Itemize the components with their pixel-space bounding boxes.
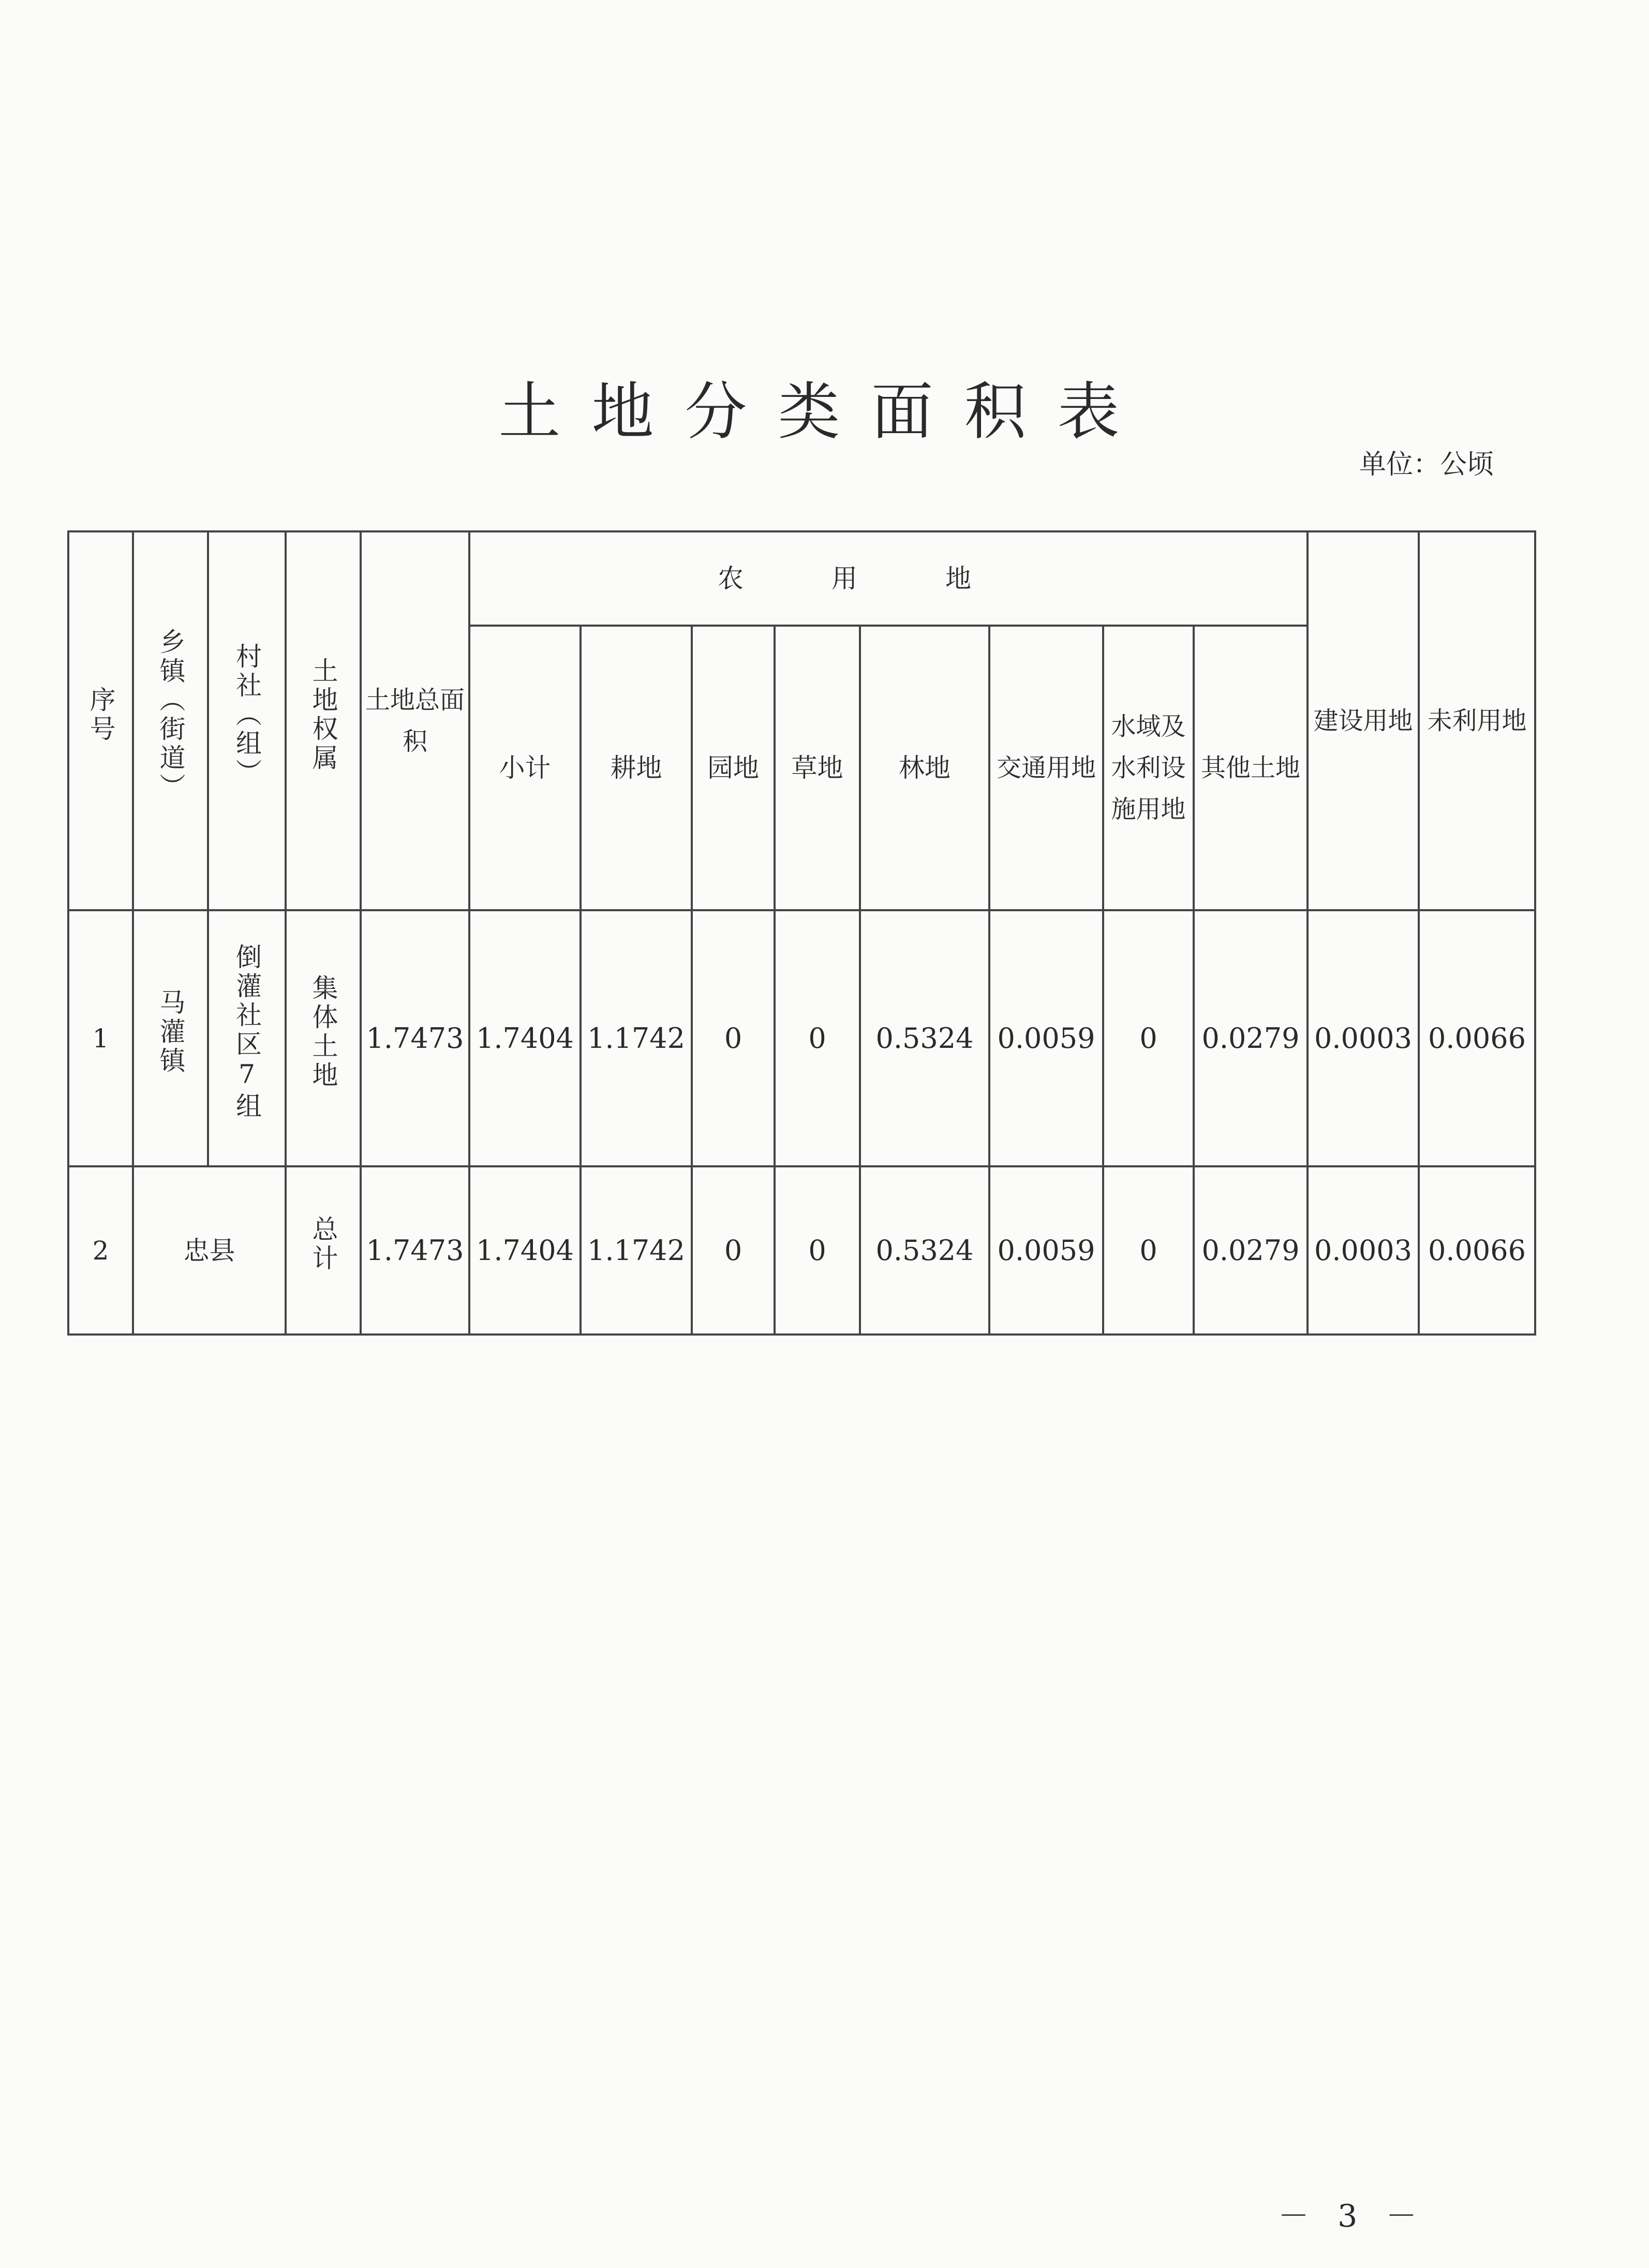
cell-grass: 0 [775, 910, 860, 1166]
table-row [68, 910, 1535, 1166]
cell-garden: 0 [692, 910, 775, 1166]
land-classification-table [67, 530, 1536, 1336]
cell-construction: 0.0003 [1308, 1166, 1419, 1335]
unit-label: 单位：公顷 [1359, 449, 1494, 480]
header-forest: 林地 [860, 626, 989, 910]
cell-cultivated: 1.1742 [581, 1166, 692, 1335]
header-seq: 序号 [68, 531, 133, 910]
cell-town: 马灌镇 [133, 910, 208, 1166]
cell-unused: 0.0066 [1419, 910, 1535, 1166]
cell-construction: 0.0003 [1308, 910, 1419, 1166]
cell-seq: 1 [68, 910, 133, 1166]
cell-total-area: 1.7473 [361, 910, 469, 1166]
header-grass: 草地 [775, 626, 860, 910]
cell-forest: 0.5324 [860, 910, 989, 1166]
header-town: 乡镇（街道） [133, 531, 208, 910]
cell-garden: 0 [692, 1166, 775, 1335]
table-row [68, 1166, 1535, 1335]
page-number: － 3 － [1278, 2198, 1427, 2234]
cell-transport: 0.0059 [989, 910, 1103, 1166]
cell-total-area: 1.7473 [361, 1166, 469, 1335]
cell-ownership: 集体土地 [286, 910, 361, 1166]
header-row-1 [68, 531, 1535, 626]
header-water: 水域及水利设施用地 [1103, 626, 1194, 910]
cell-forest: 0.5324 [860, 1166, 989, 1335]
cell-cultivated: 1.1742 [581, 910, 692, 1166]
cell-other: 0.0279 [1194, 910, 1308, 1166]
cell-transport: 0.0059 [989, 1166, 1103, 1335]
cell-subtotal: 1.7404 [469, 1166, 581, 1335]
header-agricultural: 农用地 [469, 531, 1308, 626]
cell-county: 忠县 [133, 1166, 286, 1335]
header-total-area: 土地总面积 [361, 531, 469, 910]
header-unused: 未利用地 [1419, 531, 1535, 910]
cell-other: 0.0279 [1194, 1166, 1308, 1335]
header-construction: 建设用地 [1308, 531, 1419, 910]
cell-water: 0 [1103, 910, 1194, 1166]
cell-subtotal: 1.7404 [469, 910, 581, 1166]
header-village: 村社（组） [208, 531, 286, 910]
header-cultivated: 耕地 [581, 626, 692, 910]
cell-seq: 2 [68, 1166, 133, 1335]
cell-water: 0 [1103, 1166, 1194, 1335]
document-title: 土地分类面积表 [498, 376, 1151, 448]
header-transport: 交通用地 [989, 626, 1103, 910]
header-garden: 园地 [692, 626, 775, 910]
cell-ownership: 总计 [286, 1166, 361, 1335]
cell-unused: 0.0066 [1419, 1166, 1535, 1335]
header-other: 其他土地 [1194, 626, 1308, 910]
header-ownership: 土地权属 [286, 531, 361, 910]
cell-grass: 0 [775, 1166, 860, 1335]
header-subtotal: 小计 [469, 626, 581, 910]
cell-village: 倒灌社区7组 [208, 910, 286, 1166]
